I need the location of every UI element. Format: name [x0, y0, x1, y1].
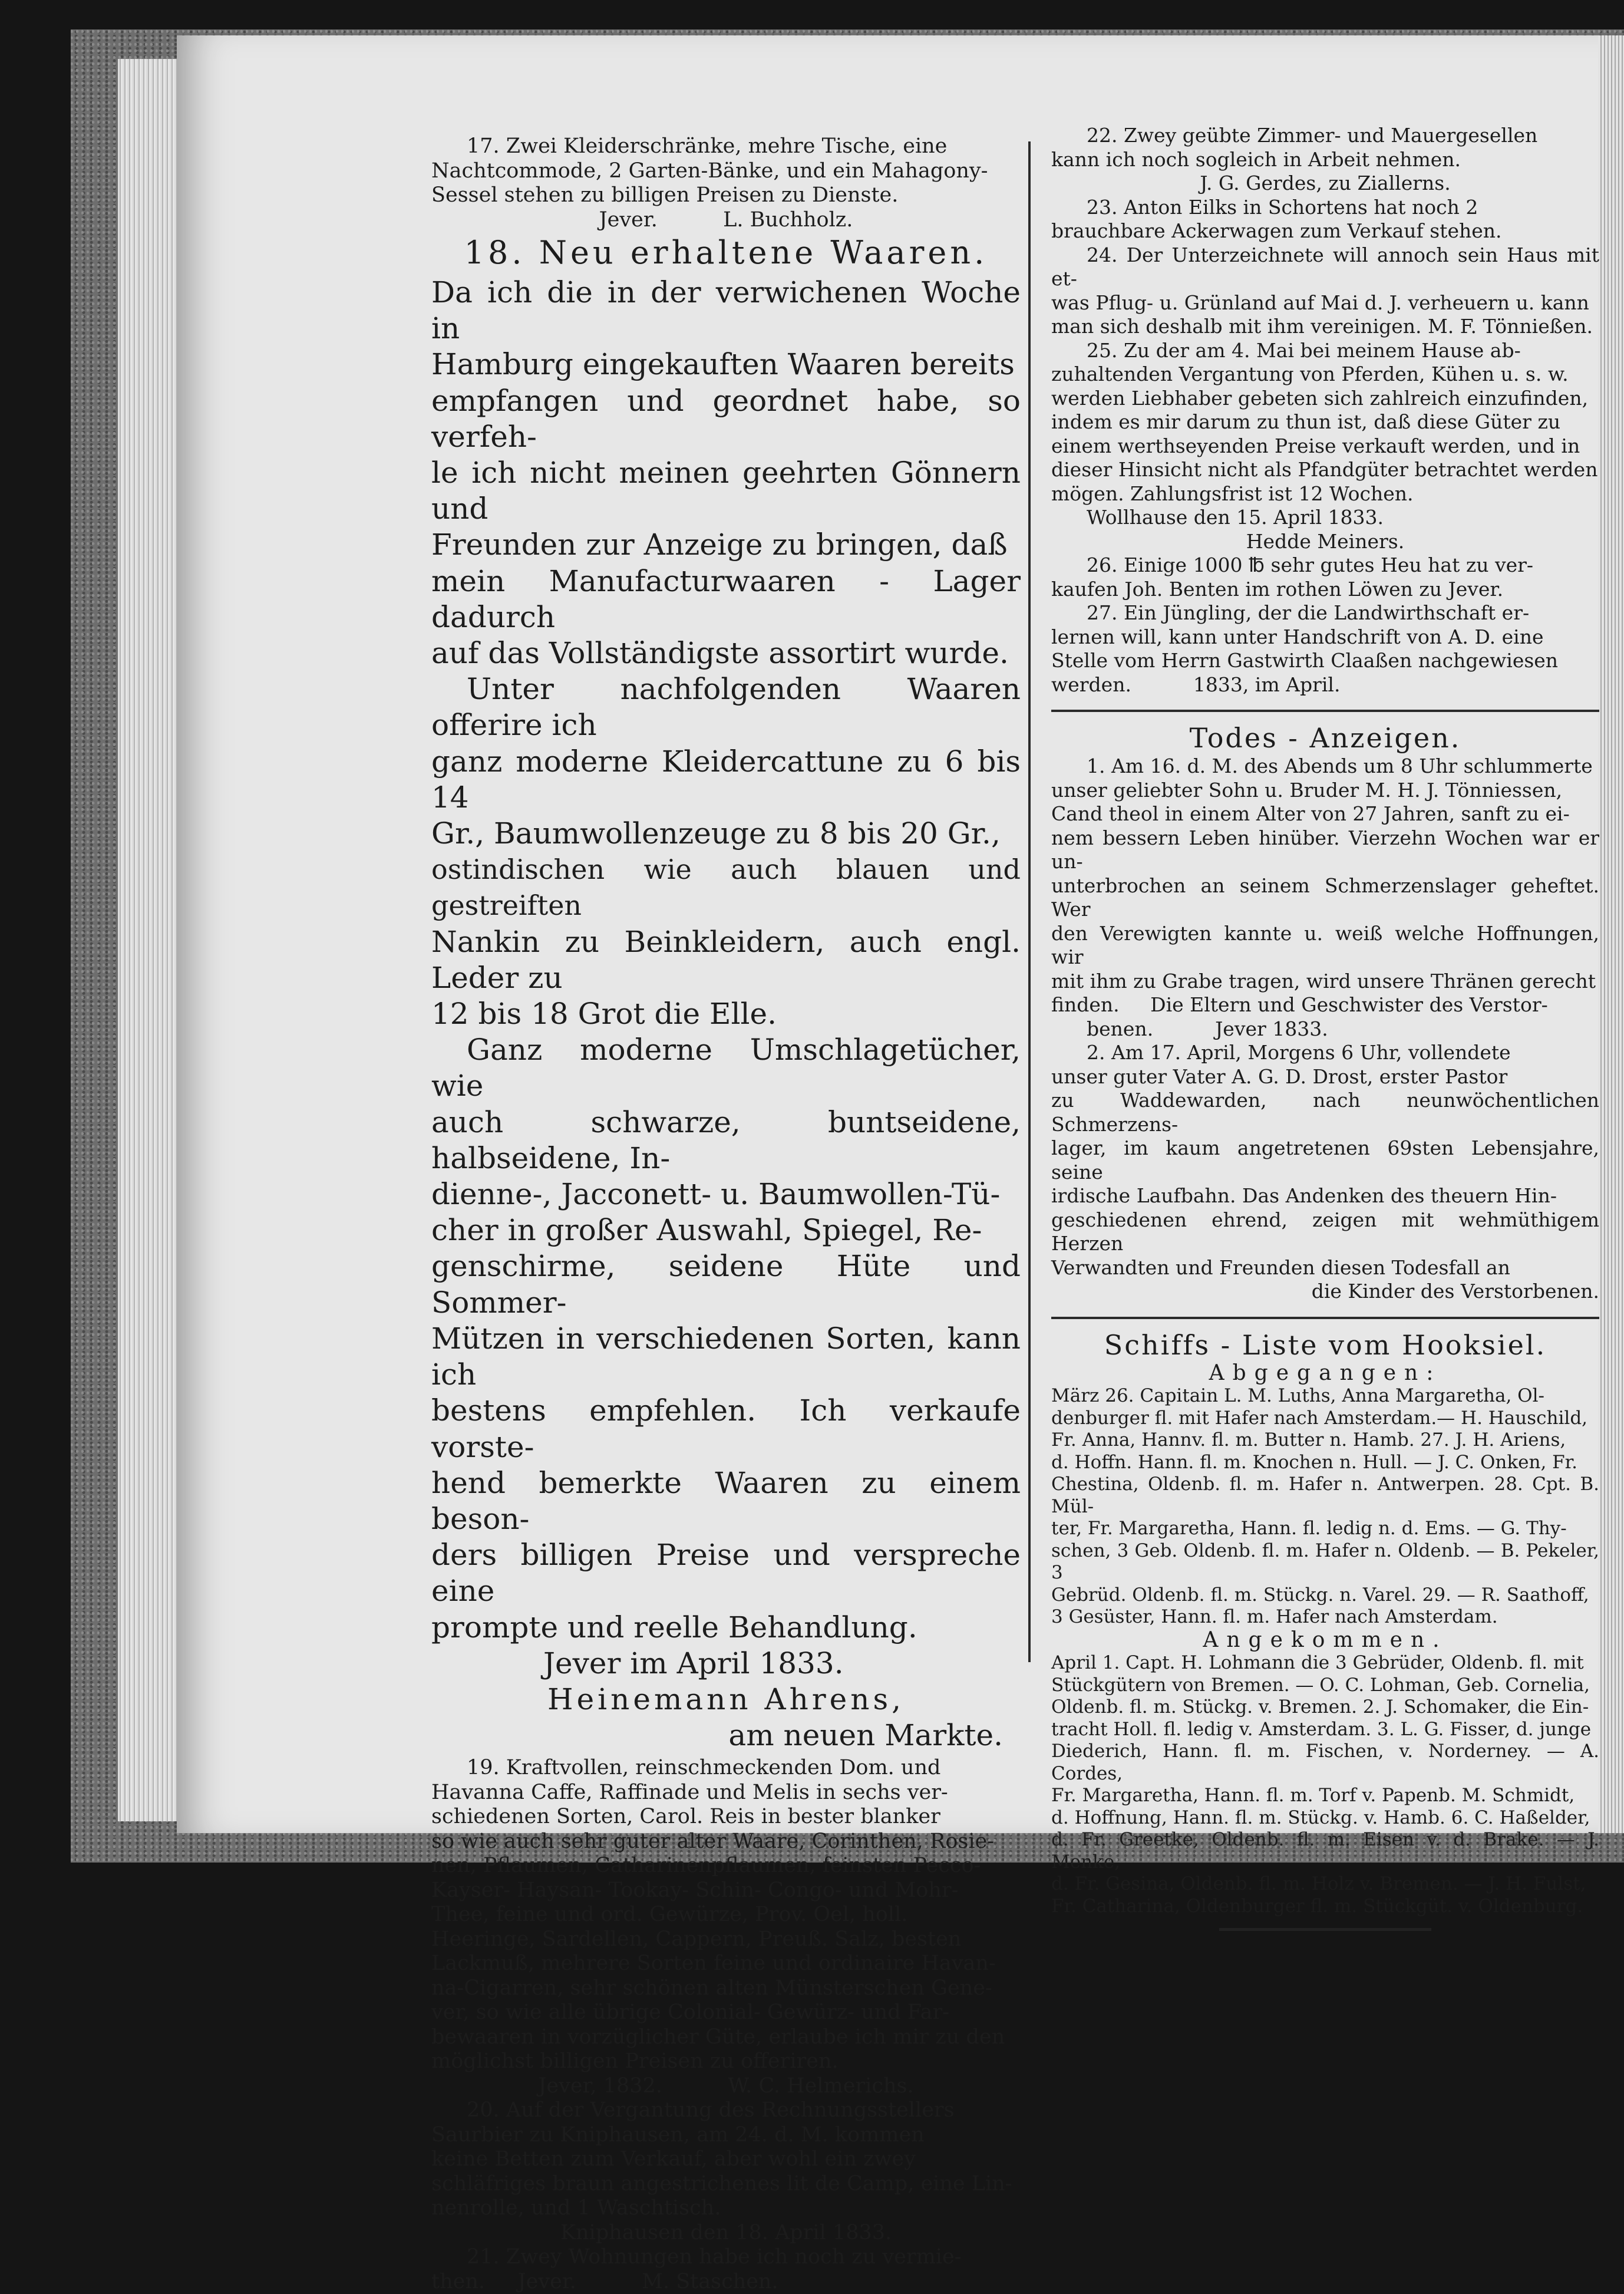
arrived-heading: Angekommen.	[1203, 1627, 1448, 1652]
death-notice-2	[1051, 1041, 1599, 1304]
ship-line: schen, 3 Geb. Oldenb. fl. m. Hafer n. Oldenb. — B. Pekeler, 3	[1051, 1540, 1599, 1583]
section-divider	[1051, 1317, 1599, 1319]
ship-line: Fr. Anna, Hannv. fl. m. Butter n. Hamb. 27. J. H. Ariens,	[1051, 1429, 1566, 1451]
ship-line: d. Fr. Gesina, Oldenb. fl. m. Holz v. Bremen. — J. H. Fulst,	[1051, 1873, 1586, 1894]
advert-line: Ganz moderne Umschlagetücher, wie	[431, 1033, 1021, 1103]
advert-line: 20. Auf der Vergantung des Rechnungsstellers	[467, 2098, 955, 2122]
deaths-heading: Todes - Anzeigen.	[1189, 722, 1461, 754]
advert-line: prompte und reelle Behandlung.	[431, 1610, 917, 1644]
advert-line: genschirme, seidene Hüte und Sommer-	[431, 1249, 1021, 1320]
advert-line: Nankin zu Beinkleidern, auch engl. Leder zu	[431, 924, 1021, 995]
advert-line: kann ich noch sogleich in Arbeit nehmen.	[1051, 147, 1461, 171]
advert-line: Havanna Caffe, Raffinade und Melis in sechs ver-	[431, 1780, 948, 1804]
advert-line: 22. Zwey geübte Zimmer- und Mauergesellen	[1087, 124, 1538, 147]
notice-line: unterbrochen an seinem Schmerzenslager geheftet. Wer	[1051, 874, 1599, 921]
departed-list	[1051, 1385, 1599, 1629]
ship-line: ter, Fr. Margaretha, Hann. fl. ledig n. d. Ems. — G. Thy-	[1051, 1518, 1567, 1539]
advert-line: 21. Zwey Wohnungen habe ich noch zu vermie-	[467, 2245, 962, 2269]
advert-signature: Hedde Meiners.	[1246, 529, 1405, 553]
notice-line: 1. Am 16. d. M. des Abends um 8 Uhr schlummerte	[1087, 754, 1593, 777]
advert-line: so wie auch sehr guter alter Waare, Corinthen, Rosie-	[431, 1829, 995, 1853]
ship-line: April 1. Capt. H. Lohmann die 3 Gebrüder, Oldenb. fl. mit	[1051, 1652, 1584, 1673]
ship-line: d. Fr. Greetke, Oldenb. fl. m. Eisen v. d. Brake. — J. Menke,	[1051, 1829, 1599, 1873]
advert-line: ver, so wie alle übrige Colonial- Gewürz- und Far-	[431, 2000, 950, 2025]
notice-line: zu Waddewarden, nach neunwöchentlichen Schmerzens-	[1051, 1089, 1599, 1136]
ship-line: Fr. Catharina, Oldenburger fl. m. Stückgüt. v. Oldenburg.	[1051, 1895, 1583, 1917]
advert-23	[1051, 196, 1599, 243]
advert-24	[1051, 243, 1599, 339]
ship-line: Stückgütern von Bremen. — O. C. Lohman, Geb. Cornelia,	[1051, 1674, 1590, 1696]
advert-signature: then. Jever. M. Staschen.	[431, 2269, 778, 2293]
advert-line: Thee, feine und ord. Gewürze, Prov. Oel, holl.	[431, 1903, 908, 1927]
advert-line: brauchbare Ackerwagen zum Verkauf stehen.	[1051, 219, 1502, 242]
advert-line: kaufen Joh. Benten im rothen Löwen zu Jever.	[1051, 577, 1504, 601]
advert-line: lernen will, kann unter Handschrift von A. D. eine	[1051, 625, 1544, 648]
advert-line: Lackmuß, mehrere Sorten feine und ordinaire Havan-	[431, 1952, 996, 1976]
advert-line: auch schwarze, buntseidene, halbseidene, In-	[431, 1105, 1021, 1175]
notice-signature: die Kinder des Verstorbenen.	[1311, 1280, 1599, 1303]
advert-line: Hamburg eingekauften Waaren bereits	[431, 347, 1015, 382]
advert-line: Unter nachfolgenden Waaren offerire ich	[431, 672, 1021, 743]
advert-line: man sich deshalb mit ihm vereinigen. M. F. Tönnießen.	[1051, 315, 1593, 338]
advert-signature: Jever, 1832. W. C. Helmerichs.	[538, 2074, 914, 2098]
advert-line: einem werthseyenden Preise verkauft werden, und in	[1051, 434, 1580, 457]
advert-27	[1051, 601, 1599, 697]
notice-line: mit ihm zu Grabe tragen, wird unsere Thränen gerecht	[1051, 969, 1596, 993]
advert-25	[1051, 339, 1599, 554]
advert-line: hend bemerkte Waaren zu einem beson-	[431, 1465, 1021, 1536]
ships-heading: Schiffs - Liste vom Hooksiel.	[1104, 1329, 1547, 1361]
notice-line: geschiedenen ehrend, zeigen mit wehmüthigem Herzen	[1051, 1208, 1599, 1255]
advert-18-heading: 18. Neu erhaltene Waaren.	[464, 234, 988, 271]
advert-line: bewaaren in vorzüglicher Güte, erlaube ich mir zu den	[431, 2025, 1005, 2049]
ship-line: tracht Holl. fl. ledig v. Amsterdam. 3. L. G. Fisser, d. junge	[1051, 1718, 1592, 1740]
advert-signature: J. G. Gerdes, zu Ziallerns.	[1200, 172, 1451, 195]
death-notice-1	[1051, 754, 1599, 1041]
notice-line: den Verewigten kannte u. weiß welche Hoffnungen, wir	[1051, 921, 1599, 968]
notice-line: Cand theol in einem Alter von 27 Jahren, sanft zu ei-	[1051, 802, 1570, 825]
advert-18-paragraph-3	[431, 1032, 1021, 1645]
advert-line: nen, Pflaumen, Catharinenpflaumen, feinsten Pecco-	[431, 1854, 981, 1878]
advert-place-date: Kniphausen den 18. April 1833.	[560, 2220, 892, 2244]
notice-line: nem bessern Leben hinüber. Vierzehn Wochen war er un-	[1051, 826, 1599, 873]
arrived-list	[1051, 1652, 1599, 1917]
column-divider	[1028, 141, 1031, 1662]
advert-line: indem es mir darum zu thun ist, daß diese Güter zu	[1051, 410, 1561, 433]
advert-line: was Pflug- u. Grünland auf Mai d. J. verheuern u. kann	[1051, 291, 1589, 314]
advert-line: 12 bis 18 Grot die Elle.	[431, 997, 777, 1031]
advert-line: 23. Anton Eilks in Schortens hat noch 2	[1087, 195, 1478, 219]
advert-line: werden Liebhaber gebeten sich zahlreich einzufinden,	[1051, 386, 1589, 410]
notice-line: Verwandten und Freunden diesen Todesfall an	[1051, 1255, 1510, 1279]
advert-line: schläfriges braun angestrichenes lit de Camp, eine Lin-	[431, 2171, 1012, 2196]
advert-17	[431, 134, 1021, 232]
advert-21	[431, 2245, 1021, 2294]
advert-18-paragraph-1	[431, 275, 1021, 671]
advert-place-date: Wollhause den 15. April 1833.	[1087, 506, 1384, 529]
advert-18-address: am neuen Markte.	[728, 1718, 1003, 1753]
facing-page-edge	[1598, 35, 1624, 1833]
advert-line: Da ich die in der verwichenen Woche in	[431, 275, 1021, 346]
left-column	[431, 134, 1021, 2294]
advert-signature: Jever. L. Buchholz.	[599, 207, 853, 232]
ship-line: d. Hoffn. Hann. fl. m. Knochen n. Hull. — J. C. Onken, Fr.	[1051, 1451, 1577, 1473]
advert-line: Freunden zur Anzeige zu bringen, daß	[431, 528, 1008, 562]
right-column	[1051, 124, 1599, 1931]
advert-line: 27. Ein Jüngling, der die Landwirthschaft er-	[1087, 601, 1530, 624]
ship-line: Oldenb. fl. m. Stückg. v. Bremen. 2. J. Schomaker, die Ein-	[1051, 1696, 1589, 1718]
advert-line: möglichst billigen Preisen zu offeriren.	[431, 2049, 839, 2074]
advert-line: auf das Vollständigste assortirt wurde.	[431, 636, 1009, 671]
advert-line: ganz moderne Kleidercattune zu 6 bis 14	[431, 744, 1021, 815]
advert-line: Gr., Baumwollenzeuge zu 8 bis 20 Gr.,	[431, 816, 1001, 851]
advert-line: Stelle vom Herrn Gastwirth Claaßen nachgewiesen	[1051, 649, 1559, 672]
advert-line: Sessel stehen zu billigen Preisen zu Dienste.	[431, 183, 899, 207]
notice-line: unser geliebter Sohn u. Bruder M. H. J. Tönniessen,	[1051, 778, 1563, 802]
advert-line: dienne-, Jacconett- u. Baumwollen-Tü-	[431, 1177, 1001, 1212]
advert-line: 19. Kraftvollen, reinschmeckenden Dom. und	[467, 1756, 941, 1780]
advert-line: Nachtcommode, 2 Garten-Bänke, und ein Mahagony-	[431, 159, 988, 183]
advert-26	[1051, 553, 1599, 601]
notice-line: benen. Jever 1833.	[1087, 1017, 1328, 1040]
advert-line: ders billigen Preise und verspreche eine	[431, 1538, 1021, 1609]
advert-line: schiedenen Sorten, Carol. Reis in bester blanker	[431, 1805, 940, 1829]
advert-line: 25. Zu der am 4. Mai bei meinem Hause ab-	[1087, 338, 1521, 362]
advert-line: werden. 1833, im April.	[1051, 673, 1341, 696]
notice-line: unser guter Vater A. G. D. Drost, erster Pastor	[1051, 1064, 1508, 1088]
departed-heading: Abgegangen:	[1209, 1360, 1442, 1385]
advert-20	[431, 2098, 1021, 2245]
advert-line: 26. Einige 1000 ℔ sehr gutes Heu hat zu ver-	[1087, 553, 1534, 576]
ship-line: denburger fl. mit Hafer nach Amsterdam.— H. Hauschild,	[1051, 1407, 1588, 1429]
ship-line: März 26. Capitain L. M. Luths, Anna Margaretha, Ol-	[1051, 1385, 1544, 1406]
advert-18-place-date: Jever im April 1833.	[543, 1646, 844, 1680]
advert-line: zuhaltenden Vergantung von Pferden, Kühen u. s. w.	[1051, 362, 1569, 385]
ship-line: Diederich, Hann. fl. m. Fischen, v. Norderney. — A. Cordes,	[1051, 1741, 1599, 1784]
advert-line: 24. Der Unterzeichnete will annoch sein Haus mit et-	[1051, 243, 1599, 290]
advert-19	[431, 1756, 1021, 2098]
advert-line: Heeringe, Sardellen, Cappern, Preuß. Salz, besten	[431, 1927, 962, 1951]
advert-line: Mützen in verschiedenen Sorten, kann ich	[431, 1321, 1021, 1392]
advert-line: cher in großer Auswahl, Spiegel, Re-	[431, 1213, 982, 1248]
advert-line: na-Cigarren, sehr schönen alten Münsterschen Gene-	[431, 1976, 992, 2000]
advert-line: empfangen und geordnet habe, so verfeh-	[431, 383, 1021, 454]
advert-line: nenrolle, und 1 Waschtisch.	[431, 2196, 721, 2220]
ship-line: Chestina, Oldenb. fl. m. Hafer n. Antwerpen. 28. Cpt. B. Mül-	[1051, 1474, 1599, 1517]
notice-line: irdische Laufbahn. Das Andenken des theuern Hin-	[1051, 1184, 1557, 1207]
ship-line: Gebrüd. Oldenb. fl. m. Stückg. n. Varel. 29. — R. Saathoff,	[1051, 1584, 1589, 1606]
advert-18-signature: Heinemann Ahrens,	[547, 1682, 905, 1716]
advert-line: bestens empfehlen. Ich verkaufe vorste-	[431, 1393, 1021, 1464]
advert-line: mein Manufacturwaaren - Lager dadurch	[431, 563, 1021, 634]
advert-line: keine Betten zum Verkauf, aber wohl ein zwey	[431, 2147, 916, 2171]
advert-line: dieser Hinsicht nicht als Pfandgüter betrachtet werden	[1051, 458, 1598, 481]
advert-22	[1051, 124, 1599, 196]
notice-line: finden. Die Eltern und Geschwister des Verstor-	[1051, 993, 1548, 1016]
advert-line: ostindischen wie auch blauen und gestreiften	[431, 853, 1021, 922]
ship-line: Fr. Margaretha, Hann. fl. m. Torf v. Papenb. M. Schmidt,	[1051, 1785, 1575, 1806]
ship-line: d. Hoffnung, Hann. fl. m. Stückg. v. Hamb. 6. C. Haßelder,	[1051, 1807, 1590, 1828]
ship-line: 3 Gesüster, Hann. fl. m. Hafer nach Amsterdam.	[1051, 1606, 1498, 1627]
end-rule	[1219, 1928, 1431, 1931]
advert-18-paragraph-2	[431, 671, 1021, 1032]
notice-line: 2. Am 17. April, Morgens 6 Uhr, vollendete	[1087, 1041, 1511, 1064]
advert-line: 17. Zwei Kleiderschränke, mehre Tische, eine	[467, 134, 948, 158]
section-divider	[1051, 710, 1599, 712]
advert-line: le ich nicht meinen geehrten Gönnern und	[431, 456, 1021, 526]
advert-line: mögen. Zahlungsfrist ist 12 Wochen.	[1051, 482, 1414, 505]
notice-line: lager, im kaum angetretenen 69sten Lebensjahre, seine	[1051, 1136, 1599, 1184]
advert-line: Saurbier zu Kniphausen, am 24. d. M. kommen	[431, 2122, 925, 2147]
advert-line: Kayser- Haysan- Tookay- Schin- Congo- und Mohr-	[431, 1878, 959, 1902]
